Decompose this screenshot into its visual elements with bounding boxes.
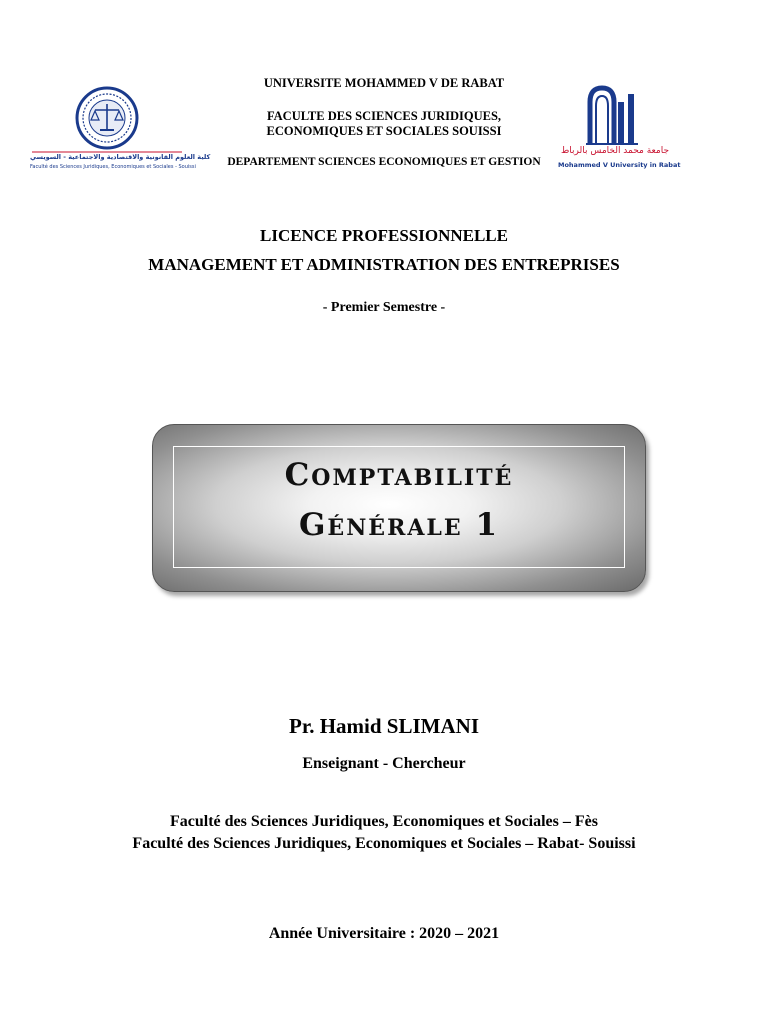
faculty-name-line2: ECONOMIQUES ET SOCIALES SOUISSI [266, 124, 502, 138]
affiliation-line: Faculté des Sciences Juridiques, Economiques et Sociales – Rabat- Souissi [132, 835, 636, 852]
program-title-line1: LICENCE PROFESSIONNELLE [260, 226, 508, 245]
author-role: Enseignant - Chercheur [302, 755, 466, 772]
course-title-frame [173, 446, 625, 568]
academic-year: Année Universitaire : 2020 – 2021 [268, 925, 500, 942]
university-arch-icon [558, 84, 672, 146]
course-title-line1: Comptabilité [284, 457, 514, 493]
university-name: UNIVERSITE MOHAMMED V DE RABAT [263, 76, 505, 90]
faculty-logo [30, 86, 211, 178]
course-title-line2: Générale 1 [298, 507, 500, 543]
semester-label: - Premier Semestre - [322, 300, 446, 315]
university-logo-arabic-text: جامعة محمد الخامس بالرباط [560, 146, 670, 156]
faculty-logo-arabic-text: كلية العلوم القانونية والاقتصادية والاجتماعية - السويسي [30, 153, 211, 161]
affiliation-line: Faculté des Sciences Juridiques, Economiques et Sociales – Fès [170, 813, 598, 830]
university-logo-english-text: Mohammed V University in Rabat [558, 161, 681, 169]
program-title-line2: MANAGEMENT ET ADMINISTRATION DES ENTREPRISES [148, 255, 620, 274]
university-logo [558, 84, 681, 176]
author-name: Pr. Hamid SLIMANI [289, 714, 479, 738]
course-title-box [152, 424, 646, 592]
faculty-name-line1: FACULTE DES SCIENCES JURIDIQUES, [266, 109, 502, 123]
department-name: DEPARTEMENT SCIENCES ECONOMIQUES ET GESTION [227, 156, 541, 168]
faculty-logo-french-text: Faculté des Sciences Juridiques, Economiques et Sociales - Souissi [30, 164, 196, 170]
